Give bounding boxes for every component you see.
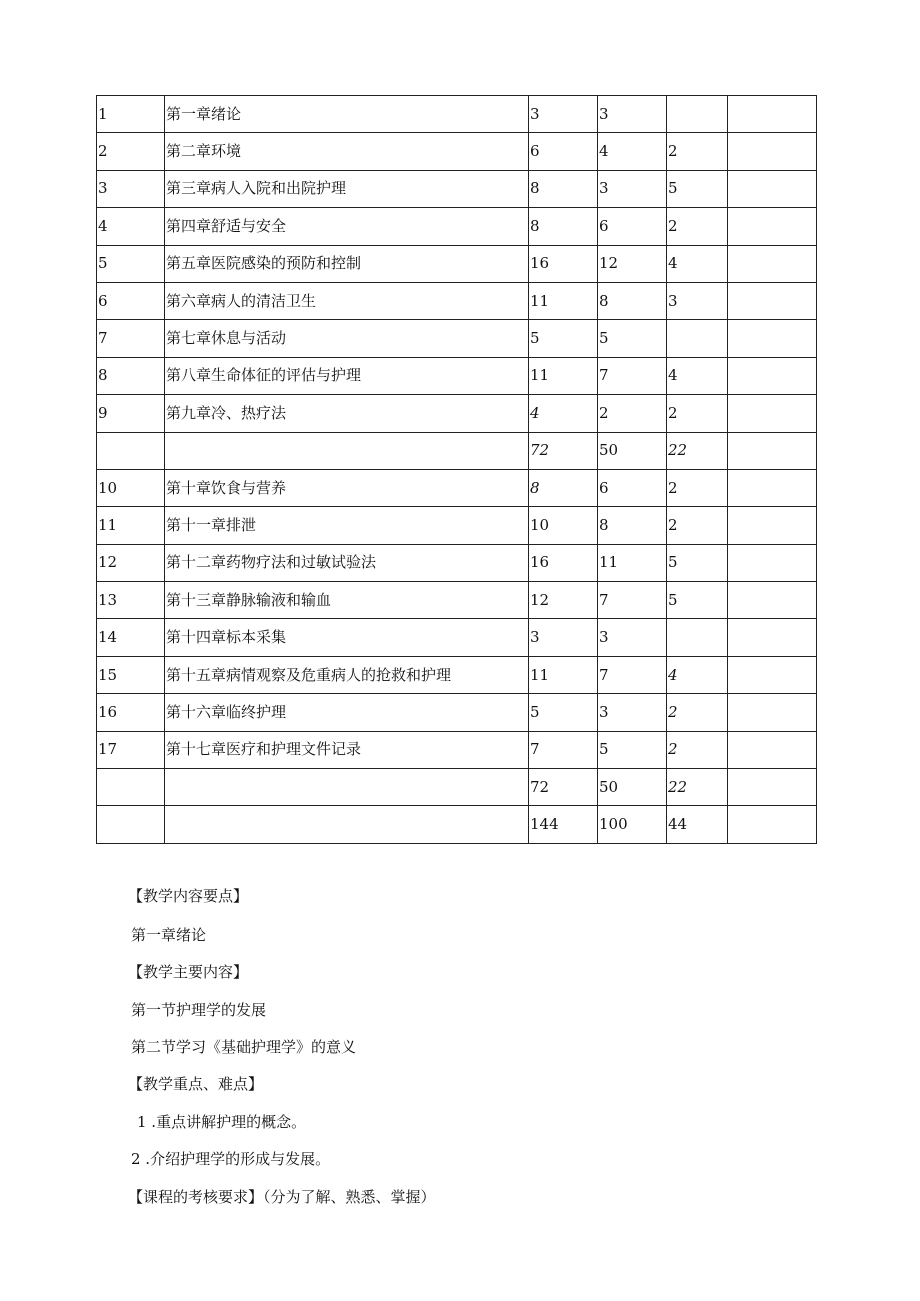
cell-practice: 2 — [667, 507, 728, 544]
cell-practice: 4 — [667, 656, 728, 693]
cell-note — [728, 357, 817, 394]
table-row — [97, 619, 817, 656]
cell-chapter — [165, 806, 529, 843]
cell-practice: 22 — [667, 769, 728, 806]
cell-no: 6 — [97, 282, 165, 319]
key-point-2: 2 .介绍护理学的形成与发展。 — [131, 1150, 331, 1168]
cell-practice: 5 — [667, 544, 728, 581]
cell-theory: 11 — [598, 544, 667, 581]
cell-theory: 5 — [598, 731, 667, 768]
cell-total: 8 — [529, 170, 598, 207]
table-row — [97, 320, 817, 357]
cell-practice: 5 — [667, 582, 728, 619]
cell-practice: 2 — [667, 731, 728, 768]
cell-chapter: 第三章病人入院和出院护理 — [165, 170, 529, 207]
table-row — [97, 96, 817, 133]
table-row — [97, 245, 817, 282]
heading-assessment-requirements: 【课程的考核要求】（分为了解、熟悉、掌握） — [128, 1188, 436, 1206]
cell-note — [728, 769, 817, 806]
cell-theory: 7 — [598, 582, 667, 619]
cell-chapter: 第八章生命体征的评估与护理 — [165, 357, 529, 394]
cell-no — [97, 769, 165, 806]
cell-total: 144 — [529, 806, 598, 843]
cell-chapter: 第五章医院感染的预防和控制 — [165, 245, 529, 282]
cell-theory: 12 — [598, 245, 667, 282]
cell-practice: 2 — [667, 469, 728, 506]
cell-practice: 2 — [667, 208, 728, 245]
cell-no: 17 — [97, 731, 165, 768]
cell-practice: 5 — [667, 170, 728, 207]
table-row — [97, 357, 817, 394]
table-row — [97, 656, 817, 693]
cell-no: 7 — [97, 320, 165, 357]
cell-chapter: 第四章舒适与安全 — [165, 208, 529, 245]
heading-main-content: 【教学主要内容】 — [128, 963, 249, 981]
table-row — [97, 806, 817, 843]
cell-no: 8 — [97, 357, 165, 394]
cell-practice — [667, 619, 728, 656]
heading-teaching-content-points: 【教学内容要点】 — [128, 887, 249, 905]
cell-chapter: 第十三章静脉输液和输血 — [165, 582, 529, 619]
heading-key-points: 【教学重点、难点】 — [128, 1075, 264, 1093]
table-row — [97, 694, 817, 731]
cell-total: 16 — [529, 245, 598, 282]
table-row — [97, 769, 817, 806]
cell-theory: 3 — [598, 694, 667, 731]
cell-no: 9 — [97, 395, 165, 432]
cell-note — [728, 432, 817, 469]
cell-note — [728, 469, 817, 506]
cell-no: 16 — [97, 694, 165, 731]
cell-total: 72 — [529, 769, 598, 806]
cell-note — [728, 806, 817, 843]
table-row — [97, 544, 817, 581]
cell-note — [728, 170, 817, 207]
cell-chapter: 第九章冷、热疗法 — [165, 395, 529, 432]
table-row — [97, 582, 817, 619]
table-row — [97, 208, 817, 245]
table-row — [97, 282, 817, 319]
cell-no: 13 — [97, 582, 165, 619]
section-2-title: 第二节学习《基础护理学》的意义 — [131, 1038, 357, 1056]
cell-no: 15 — [97, 656, 165, 693]
cell-no: 3 — [97, 170, 165, 207]
cell-total: 8 — [529, 208, 598, 245]
cell-practice: 4 — [667, 357, 728, 394]
cell-chapter: 第十七章医疗和护理文件记录 — [165, 731, 529, 768]
cell-theory: 4 — [598, 133, 667, 170]
cell-note — [728, 582, 817, 619]
cell-total: 6 — [529, 133, 598, 170]
cell-chapter: 第一章绪论 — [165, 96, 529, 133]
cell-no: 1 — [97, 96, 165, 133]
cell-total: 11 — [529, 656, 598, 693]
cell-total: 3 — [529, 96, 598, 133]
cell-chapter: 第二章环境 — [165, 133, 529, 170]
cell-no — [97, 806, 165, 843]
cell-theory: 2 — [598, 395, 667, 432]
cell-note — [728, 320, 817, 357]
cell-no: 5 — [97, 245, 165, 282]
cell-practice: 44 — [667, 806, 728, 843]
cell-chapter: 第六章病人的清洁卫生 — [165, 282, 529, 319]
cell-note — [728, 133, 817, 170]
cell-no: 10 — [97, 469, 165, 506]
cell-theory: 3 — [598, 96, 667, 133]
cell-total: 10 — [529, 507, 598, 544]
cell-note — [728, 656, 817, 693]
cell-note — [728, 694, 817, 731]
cell-theory: 8 — [598, 507, 667, 544]
cell-total: 3 — [529, 619, 598, 656]
cell-chapter: 第十四章标本采集 — [165, 619, 529, 656]
cell-total: 7 — [529, 731, 598, 768]
table-body — [97, 96, 817, 844]
cell-note — [728, 208, 817, 245]
section-1-title: 第一节护理学的发展 — [131, 1001, 267, 1019]
cell-total: 11 — [529, 357, 598, 394]
cell-practice: 2 — [667, 694, 728, 731]
cell-practice: 22 — [667, 432, 728, 469]
cell-note — [728, 544, 817, 581]
cell-theory: 50 — [598, 769, 667, 806]
cell-theory: 6 — [598, 208, 667, 245]
cell-theory: 6 — [598, 469, 667, 506]
cell-chapter — [165, 432, 529, 469]
cell-total: 5 — [529, 694, 598, 731]
cell-note — [728, 507, 817, 544]
table-row — [97, 170, 817, 207]
cell-chapter — [165, 769, 529, 806]
table-row — [97, 395, 817, 432]
cell-total: 5 — [529, 320, 598, 357]
cell-theory: 5 — [598, 320, 667, 357]
cell-no: 11 — [97, 507, 165, 544]
cell-note — [728, 96, 817, 133]
cell-no — [97, 432, 165, 469]
chapter-title: 第一章绪论 — [131, 926, 207, 944]
table-row — [97, 469, 817, 506]
cell-practice — [667, 96, 728, 133]
cell-no: 12 — [97, 544, 165, 581]
cell-theory: 7 — [598, 656, 667, 693]
cell-total: 4 — [529, 395, 598, 432]
cell-total: 16 — [529, 544, 598, 581]
cell-total: 11 — [529, 282, 598, 319]
cell-no: 2 — [97, 133, 165, 170]
cell-practice: 2 — [667, 133, 728, 170]
table-row — [97, 507, 817, 544]
cell-note — [728, 395, 817, 432]
cell-total: 12 — [529, 582, 598, 619]
cell-theory: 50 — [598, 432, 667, 469]
cell-chapter: 第七章休息与活动 — [165, 320, 529, 357]
key-point-1: 1 .重点讲解护理的概念。 — [137, 1113, 307, 1131]
cell-chapter: 第十六章临终护理 — [165, 694, 529, 731]
cell-note — [728, 245, 817, 282]
cell-practice: 4 — [667, 245, 728, 282]
cell-theory: 8 — [598, 282, 667, 319]
table-row — [97, 432, 817, 469]
cell-theory: 100 — [598, 806, 667, 843]
cell-practice: 3 — [667, 282, 728, 319]
cell-note — [728, 619, 817, 656]
cell-chapter: 第十一章排泄 — [165, 507, 529, 544]
cell-practice: 2 — [667, 395, 728, 432]
cell-theory: 3 — [598, 170, 667, 207]
cell-chapter: 第十章饮食与营养 — [165, 469, 529, 506]
table-row — [97, 133, 817, 170]
cell-total: 8 — [529, 469, 598, 506]
cell-no: 4 — [97, 208, 165, 245]
cell-chapter: 第十二章药物疗法和过敏试验法 — [165, 544, 529, 581]
cell-theory: 7 — [598, 357, 667, 394]
cell-note — [728, 282, 817, 319]
cell-total: 72 — [529, 432, 598, 469]
table-row — [97, 731, 817, 768]
cell-practice — [667, 320, 728, 357]
course-hours-table — [96, 95, 817, 844]
cell-no: 14 — [97, 619, 165, 656]
cell-chapter: 第十五章病情观察及危重病人的抢救和护理 — [165, 656, 529, 693]
cell-note — [728, 731, 817, 768]
cell-theory: 3 — [598, 619, 667, 656]
